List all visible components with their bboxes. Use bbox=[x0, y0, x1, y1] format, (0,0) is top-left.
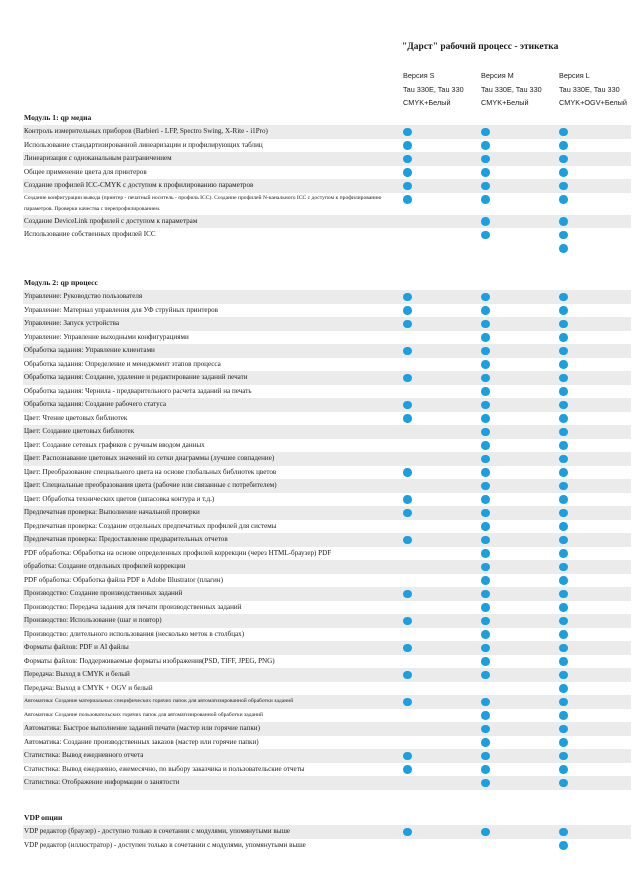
table-row bbox=[23, 587, 631, 601]
table-row bbox=[23, 641, 631, 655]
included-dot-icon bbox=[559, 401, 568, 410]
included-dot-icon bbox=[481, 711, 490, 720]
feature-label: Использование стандартизированной линеаризации и профилирующих таблиц bbox=[24, 140, 263, 149]
included-dot-icon bbox=[481, 603, 490, 612]
feature-label: Автоматика: Быстрое выполнение заданий печати (мастер или горячие папки) bbox=[24, 724, 260, 732]
table-row bbox=[23, 317, 631, 331]
table-row bbox=[23, 179, 631, 193]
included-dot-icon bbox=[481, 414, 490, 423]
included-dot-icon bbox=[403, 182, 412, 191]
included-dot-icon bbox=[403, 128, 412, 137]
included-dot-icon bbox=[559, 141, 568, 150]
included-dot-icon bbox=[481, 576, 490, 585]
feature-label: Автоматика: Создание материальных специфических горячих папок для автоматизированной обработки заданий bbox=[24, 698, 294, 704]
included-dot-icon bbox=[403, 168, 412, 177]
included-dot-icon bbox=[481, 401, 490, 410]
feature-label: VDP редактор (иллюстратор) - доступен только в сочетании с модулями, упомянутыми выше bbox=[24, 840, 306, 849]
version-ink: CMYK+OGV+Белый bbox=[559, 98, 628, 107]
feature-label: PDF обработка: Обработка файла PDF в Adobe Illustrator (плагин) bbox=[24, 575, 223, 584]
table-row bbox=[23, 736, 631, 750]
included-dot-icon bbox=[481, 168, 490, 177]
table-row bbox=[23, 533, 631, 547]
version-header-1 bbox=[481, 69, 542, 110]
included-dot-icon bbox=[481, 387, 490, 396]
feature-label: Автоматика: Создание пользовательских горячих папок для автоматизированной обработки заданий bbox=[24, 711, 264, 718]
feature-label: Обработка задания: Создание рабочего статуса bbox=[24, 400, 167, 408]
table-row bbox=[23, 825, 631, 839]
included-dot-icon bbox=[559, 195, 568, 204]
table-row bbox=[23, 479, 631, 493]
table-row bbox=[23, 331, 631, 345]
table-row bbox=[23, 763, 631, 777]
feature-label: Управление: Запуск устройства bbox=[24, 319, 120, 327]
included-dot-icon bbox=[559, 244, 568, 253]
included-dot-icon bbox=[481, 828, 490, 837]
included-dot-icon bbox=[559, 231, 568, 240]
included-dot-icon bbox=[481, 441, 490, 450]
feature-label: Обработка задания: Управление клиентами bbox=[24, 346, 155, 354]
included-dot-icon bbox=[481, 428, 490, 437]
included-dot-icon bbox=[559, 374, 568, 383]
included-dot-icon bbox=[403, 468, 412, 477]
included-dot-icon bbox=[559, 217, 568, 226]
table-row bbox=[23, 304, 631, 318]
feature-label: Управление: Материал управления для УФ струйных принтеров bbox=[24, 305, 219, 314]
included-dot-icon bbox=[481, 522, 490, 531]
feature-label: Передача: Выход в CMYK + OGV и белый bbox=[24, 683, 153, 692]
feature-label: Цвет: Распознавание цветовых значений из сетки диаграммы (лучшее совпадение) bbox=[24, 454, 275, 462]
included-dot-icon bbox=[559, 779, 568, 788]
included-dot-icon bbox=[559, 182, 568, 191]
version-ink: CMYK+Белый bbox=[403, 98, 451, 107]
included-dot-icon bbox=[481, 333, 490, 342]
included-dot-icon bbox=[403, 765, 412, 774]
version-name: Версия L bbox=[559, 71, 590, 80]
included-dot-icon bbox=[481, 630, 490, 639]
included-dot-icon bbox=[559, 828, 568, 837]
table-row bbox=[23, 722, 631, 736]
included-dot-icon bbox=[559, 428, 568, 437]
included-dot-icon bbox=[403, 752, 412, 761]
table-row bbox=[23, 749, 631, 763]
included-dot-icon bbox=[481, 509, 490, 518]
included-dot-icon bbox=[559, 841, 568, 850]
table-row bbox=[23, 385, 631, 399]
included-dot-icon bbox=[481, 495, 490, 504]
included-dot-icon bbox=[403, 509, 412, 518]
table-row bbox=[23, 344, 631, 358]
included-dot-icon bbox=[481, 320, 490, 329]
table-row bbox=[23, 371, 631, 385]
included-dot-icon bbox=[559, 320, 568, 329]
feature-label: Линеаризация с одноканальным разграничением bbox=[24, 154, 172, 162]
table-row bbox=[23, 125, 631, 139]
feature-label: Цвет: Создание сетевых графиков с ручным вводом данных bbox=[24, 440, 205, 449]
included-dot-icon bbox=[559, 549, 568, 558]
included-dot-icon bbox=[559, 509, 568, 518]
included-dot-icon bbox=[481, 657, 490, 666]
feature-label: Предпечатная проверка: Выполнение начальной проверки bbox=[24, 508, 200, 516]
included-dot-icon bbox=[559, 387, 568, 396]
version-models: Tau 330E, Tau 330 bbox=[559, 84, 620, 94]
included-dot-icon bbox=[559, 576, 568, 585]
table-row bbox=[23, 601, 631, 615]
feature-label: Цвет: Преобразование специального цвета на основе глобальных библиотек цветов bbox=[24, 467, 277, 476]
section-title: Модуль 1: qp медиа bbox=[24, 113, 92, 122]
table-row bbox=[23, 398, 631, 412]
feature-label: Обработка задания: Определение и менеджмент этапов процесса bbox=[24, 359, 221, 368]
included-dot-icon bbox=[481, 455, 490, 464]
included-dot-icon bbox=[403, 644, 412, 653]
included-dot-icon bbox=[481, 590, 490, 599]
included-dot-icon bbox=[403, 306, 412, 315]
table-row bbox=[23, 152, 631, 166]
included-dot-icon bbox=[481, 141, 490, 150]
table-row bbox=[23, 574, 631, 588]
table-row bbox=[23, 628, 631, 642]
included-dot-icon bbox=[559, 603, 568, 612]
feature-label: Управление: Управление выходными конфигурациями bbox=[24, 332, 189, 341]
feature-label: Цвет: Создание цветовых библиотек bbox=[24, 427, 135, 435]
included-dot-icon bbox=[559, 657, 568, 666]
feature-label: Создание профилей ICC-CMYK с доступом к профилированию параметров bbox=[24, 181, 254, 189]
feature-label: Цвет: Специальные преобразования цвета (рабочие или связанные с потребителем) bbox=[24, 481, 277, 489]
included-dot-icon bbox=[559, 630, 568, 639]
version-models: Tau 330E, Tau 330 bbox=[403, 84, 464, 94]
feature-label: Производство: Использование (шаг и повтор) bbox=[24, 616, 162, 624]
included-dot-icon bbox=[403, 141, 412, 150]
table-row bbox=[23, 412, 631, 426]
included-dot-icon bbox=[481, 155, 490, 164]
included-dot-icon bbox=[559, 360, 568, 369]
included-dot-icon bbox=[559, 590, 568, 599]
included-dot-icon bbox=[481, 482, 490, 491]
table-row bbox=[23, 560, 631, 574]
table-row bbox=[23, 709, 631, 723]
feature-label: Управление: Руководство пользователя bbox=[24, 292, 143, 300]
included-dot-icon bbox=[559, 414, 568, 423]
feature-label: Контроль измерительных приборов (Barbieri - LFP, Spectro Swing, X-Rite - i1Pro) bbox=[24, 127, 268, 135]
included-dot-icon bbox=[559, 536, 568, 545]
included-dot-icon bbox=[559, 644, 568, 653]
included-dot-icon bbox=[481, 779, 490, 788]
included-dot-icon bbox=[403, 590, 412, 599]
included-dot-icon bbox=[481, 128, 490, 137]
version-models: Tau 330E, Tau 330 bbox=[481, 84, 542, 94]
table-row bbox=[23, 547, 631, 561]
table-row bbox=[23, 776, 631, 790]
table-row bbox=[23, 493, 631, 507]
included-dot-icon bbox=[403, 617, 412, 626]
included-dot-icon bbox=[403, 671, 412, 680]
included-dot-icon bbox=[559, 168, 568, 177]
feature-label: Статистика: Отображение информации о занятости bbox=[24, 778, 180, 786]
included-dot-icon bbox=[559, 711, 568, 720]
included-dot-icon bbox=[481, 536, 490, 545]
included-dot-icon bbox=[403, 828, 412, 837]
feature-label: Передача: Выход в CMYK и белый bbox=[24, 670, 130, 678]
included-dot-icon bbox=[481, 217, 490, 226]
section-title: Модуль 2: qp процесс bbox=[24, 278, 98, 287]
included-dot-icon bbox=[481, 698, 490, 707]
included-dot-icon bbox=[559, 765, 568, 774]
included-dot-icon bbox=[481, 182, 490, 191]
included-dot-icon bbox=[403, 414, 412, 423]
table-row bbox=[23, 682, 631, 696]
feature-label: VDP редактор (браузер) - доступно только в сочетании с модулями, упомянутыми выше bbox=[24, 827, 291, 835]
included-dot-icon bbox=[559, 333, 568, 342]
feature-label: Общее применение цвета для принтеров bbox=[24, 167, 147, 176]
version-header-2 bbox=[559, 69, 627, 110]
included-dot-icon bbox=[481, 306, 490, 315]
included-dot-icon bbox=[481, 563, 490, 572]
included-dot-icon bbox=[559, 684, 568, 693]
version-name: Версия S bbox=[403, 71, 435, 80]
version-ink: CMYK+Белый bbox=[481, 98, 529, 107]
table-row bbox=[23, 215, 631, 229]
included-dot-icon bbox=[481, 293, 490, 302]
included-dot-icon bbox=[559, 738, 568, 747]
table-row bbox=[23, 139, 631, 153]
table-row bbox=[23, 242, 631, 256]
table-row bbox=[23, 193, 631, 215]
feature-label: Статистика: Вывод ежедневного отчета bbox=[24, 751, 144, 759]
feature-label: Форматы файлов: PDF и AI файлы bbox=[24, 643, 129, 651]
table-row bbox=[23, 290, 631, 304]
included-dot-icon bbox=[559, 128, 568, 137]
included-dot-icon bbox=[559, 306, 568, 315]
included-dot-icon bbox=[559, 155, 568, 164]
table-row bbox=[23, 614, 631, 628]
included-dot-icon bbox=[481, 617, 490, 626]
included-dot-icon bbox=[403, 293, 412, 302]
included-dot-icon bbox=[559, 752, 568, 761]
feature-label: обработка: Создание отдельных профилей коррекции bbox=[24, 562, 186, 570]
table-row bbox=[23, 439, 631, 453]
table-row bbox=[23, 655, 631, 669]
table-row bbox=[23, 839, 631, 853]
included-dot-icon bbox=[559, 455, 568, 464]
section-title: VDP опции bbox=[24, 813, 63, 822]
version-name: Версия M bbox=[481, 71, 514, 80]
included-dot-icon bbox=[559, 617, 568, 626]
feature-label: Производство: длительного использования (несколько меток в столбцах) bbox=[24, 629, 245, 638]
table-row bbox=[23, 228, 631, 242]
included-dot-icon bbox=[403, 195, 412, 204]
table-row bbox=[23, 520, 631, 534]
included-dot-icon bbox=[559, 563, 568, 572]
included-dot-icon bbox=[481, 644, 490, 653]
feature-label: Автоматика: Создание производственных заказов (мастер или горячие папки) bbox=[24, 737, 259, 746]
included-dot-icon bbox=[481, 549, 490, 558]
included-dot-icon bbox=[559, 441, 568, 450]
included-dot-icon bbox=[481, 725, 490, 734]
feature-label: Обработка задания: Создание, удаление и редактирование заданий печати bbox=[24, 373, 248, 381]
included-dot-icon bbox=[481, 374, 490, 383]
included-dot-icon bbox=[403, 698, 412, 707]
feature-label: PDF обработка: Обработка на основе определенных профилей коррекции (через HTML-браузер) PDF bbox=[24, 548, 332, 557]
included-dot-icon bbox=[559, 522, 568, 531]
table-row bbox=[23, 466, 631, 480]
included-dot-icon bbox=[481, 360, 490, 369]
included-dot-icon bbox=[403, 320, 412, 329]
included-dot-icon bbox=[559, 725, 568, 734]
feature-label: Обработка задания: Чернила - предварительного расчета заданий на печать bbox=[24, 386, 252, 395]
included-dot-icon bbox=[481, 468, 490, 477]
included-dot-icon bbox=[403, 347, 412, 356]
included-dot-icon bbox=[559, 671, 568, 680]
feature-label: Статистика: Вывод ежедневно, ежемесячно, по выбору заказчика и пользовательские отчеты bbox=[24, 764, 305, 773]
included-dot-icon bbox=[559, 698, 568, 707]
feature-label: Цвет: Чтение цветовых библиотек bbox=[24, 413, 128, 422]
table-row bbox=[23, 695, 631, 709]
included-dot-icon bbox=[403, 495, 412, 504]
included-dot-icon bbox=[559, 482, 568, 491]
included-dot-icon bbox=[403, 401, 412, 410]
included-dot-icon bbox=[403, 536, 412, 545]
feature-label: Производство: Передача задания для печати производственных заданий bbox=[24, 602, 242, 611]
included-dot-icon bbox=[481, 752, 490, 761]
included-dot-icon bbox=[559, 347, 568, 356]
feature-label: Создание конфигурации вывода (принтер - печатный носитель - профиль ICC). Создание профилей N-канального ICC с доступом к профилированию параметров. Проверки качества с перепрофилированием. bbox=[24, 194, 382, 212]
feature-label: Производство: Создание производственных заданий bbox=[24, 589, 183, 597]
included-dot-icon bbox=[403, 374, 412, 383]
table-row bbox=[23, 506, 631, 520]
included-dot-icon bbox=[481, 347, 490, 356]
feature-label: Создание DeviceLink профилей с доступом к параметрам bbox=[24, 216, 198, 225]
table-row bbox=[23, 358, 631, 372]
feature-label: Использование собственных профилей ICC bbox=[24, 230, 156, 238]
table-row bbox=[23, 668, 631, 682]
feature-label: Предпечатная проверка: Предоставление предварительных отчетов bbox=[24, 535, 228, 543]
feature-label: Предпечатная проверка: Создание отдельных предпечатных профилей для системы bbox=[24, 521, 277, 530]
feature-label: Цвет: Обработка технических цветов (шпасовка контура и т.д.) bbox=[24, 494, 215, 503]
table-row bbox=[23, 425, 631, 439]
included-dot-icon bbox=[559, 293, 568, 302]
version-header-0 bbox=[403, 69, 464, 110]
included-dot-icon bbox=[481, 671, 490, 680]
included-dot-icon bbox=[481, 765, 490, 774]
included-dot-icon bbox=[481, 231, 490, 240]
included-dot-icon bbox=[403, 155, 412, 164]
table-row bbox=[23, 452, 631, 466]
included-dot-icon bbox=[481, 195, 490, 204]
included-dot-icon bbox=[559, 495, 568, 504]
table-row bbox=[23, 166, 631, 180]
included-dot-icon bbox=[559, 468, 568, 477]
page-title: "Дарст" рабочий процесс - этикетка bbox=[402, 42, 559, 52]
feature-label: Форматы файлов: Поддерживаемые форматы изображения(PSD, TIFF, JPEG, PNG) bbox=[24, 656, 275, 665]
included-dot-icon bbox=[481, 738, 490, 747]
